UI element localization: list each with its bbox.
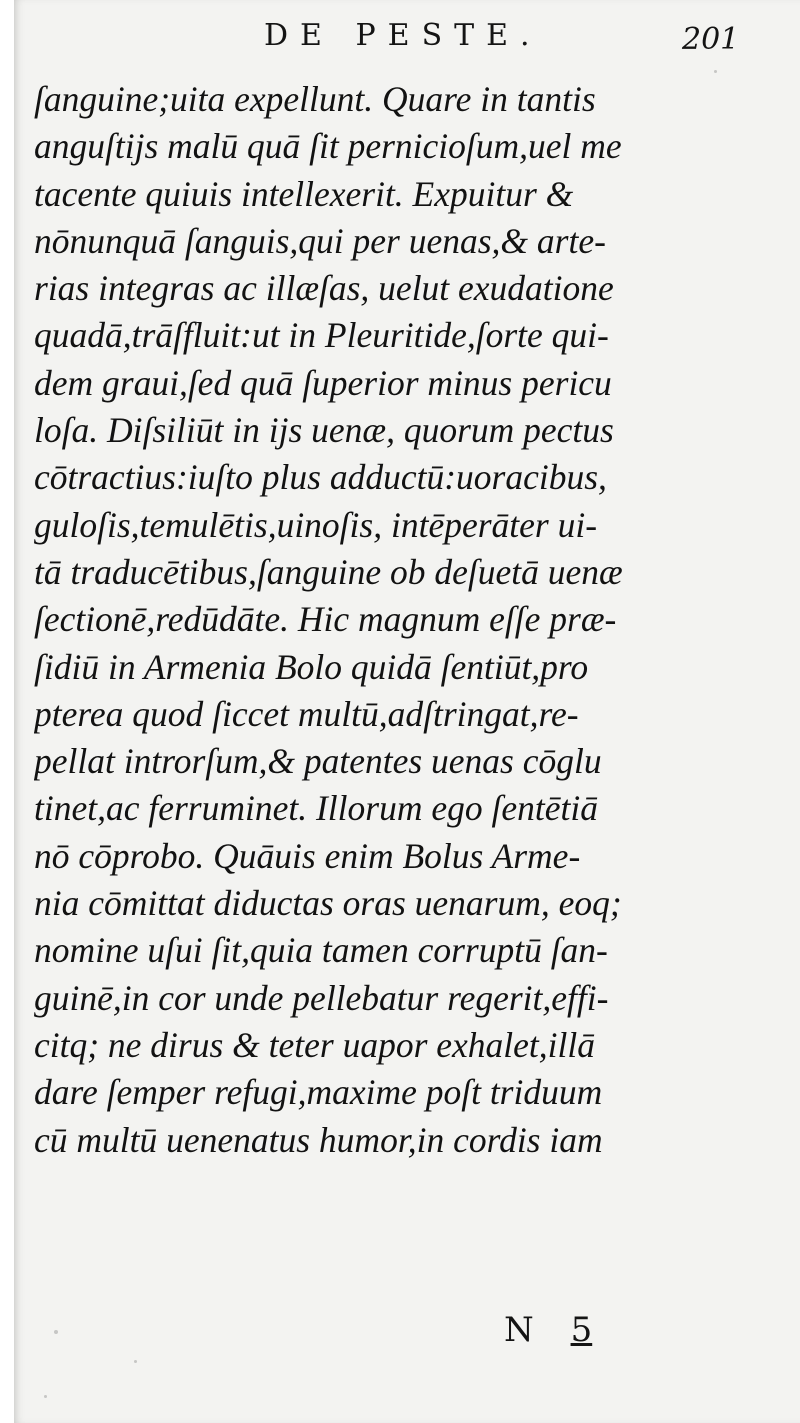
text-line: rias integras ac illæſas, uelut exudatione [34,268,614,309]
text-line: dare ſemper refugi,maxime poſt triduum [34,1072,603,1113]
text-line: nomine uſui ſit,quia tamen corruptū ſan- [34,930,608,971]
text-line: cōtractius:iuſto plus adductū:uoracibus, [34,457,607,498]
paper-speck [54,1330,58,1334]
text-line: loſa. Diſsiliūt in ijs uenæ, quorum pectus [34,410,614,451]
text-line: tinet,ac ferruminet. Illorum ego ſentētiā [34,788,598,829]
text-line: ſanguine;uita expellunt. Quare in tantis [34,79,596,119]
signature-letter: N [504,1310,534,1350]
paper-speck [44,1395,47,1398]
text-line: dem graui,ſed quā ſuperior minus pericu [34,362,612,403]
signature-number: 5 [570,1310,593,1350]
text-line: pellat introrſum,& patentes uenas cōglu [34,741,602,782]
book-page [14,0,800,1423]
body-text [34,76,774,1164]
text-line: tā traducētibus,ſanguine ob deſuetā uenæ [34,551,623,592]
text-line: citq; ne dirus & teter uapor exhalet,illā [34,1024,595,1065]
text-line: anguſtijs malū quā ſit pernicioſum,uel me [34,126,622,167]
text-line: nia cōmittat diductas oras uenarum, eoq; [34,883,622,924]
text-line: tacente quiuis intellexerit. Expuitur & [34,173,574,214]
text-line: ſectionē,redūdāte. Hic magnum eſſe præ- [34,599,617,640]
folio-number: 201 [682,22,740,57]
text-line: guloſis,temulētis,uinoſis, intēperāter ui- [34,504,598,545]
text-line: quadā,trāſfluit:ut in Pleuritide,ſorte qui- [34,315,609,356]
running-title: DE PESTE. [264,18,542,53]
text-line: ſidiū in Armenia Bolo quidā ſentiūt,pro [34,646,589,687]
signature-mark [504,1310,592,1350]
text-line: cū multū uenenatus humor,in cordis iam [34,1119,603,1160]
paper-speck [134,1360,137,1363]
page-gutter [0,0,14,1423]
text-line: pterea quod ſiccet multū,adſtringat,re- [34,693,579,734]
text-line: nō cōprobo. Quāuis enim Bolus Arme- [34,835,581,876]
text-line: guinē,in cor unde pellebatur regerit,effi- [34,977,609,1018]
text-line: nōnunquā ſanguis,qui per uenas,& arte- [34,220,606,261]
page-header [14,18,800,58]
paper-speck [714,70,717,73]
